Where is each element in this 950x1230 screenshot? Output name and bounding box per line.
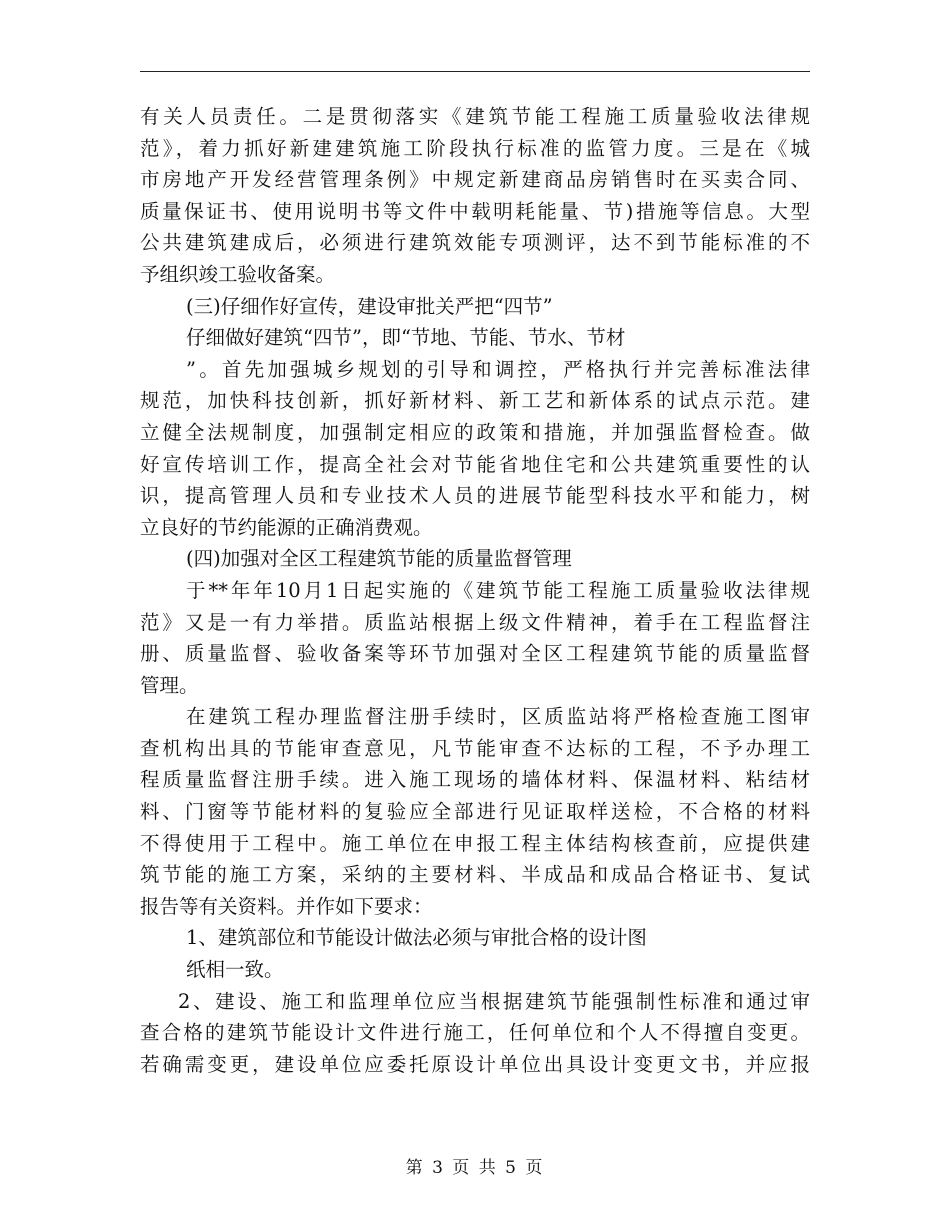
text-line: 公共建筑建成后，必须进行建筑效能专项测评，达不到节能标准的不: [140, 231, 810, 255]
text-line: 不得使用于工程中。施工单位在申报工程主体结构核查前，应提供建: [140, 831, 810, 855]
text-line: 予组织竣工验收备案。: [140, 262, 336, 286]
header-rule: [140, 71, 810, 72]
text-line: 料、门窗等节能材料的复验应全部进行见证取样送检，不合格的材料: [140, 800, 810, 824]
text-line: 质量保证书、使用说明书等文件中载明耗能量、节)措施等信息。大型: [140, 199, 810, 223]
page-number-footer: 第 3 页 共 5 页: [405, 1158, 545, 1178]
text-line: 立健全法规制度，加强制定相应的政策和措施，并加强监督检查。做: [140, 420, 810, 444]
text-line: 若确需变更，建设单位应委托原设计单位出具设计变更文书，并应报: [140, 1052, 810, 1076]
text-line: 管理。: [140, 673, 199, 697]
text-line: 好宣传培训工作，提高全社会对节能省地住宅和公共建筑重要性的认: [140, 452, 810, 476]
text-line: 仔细做好建筑“四节”，即“节地、节能、节水、节材: [186, 326, 626, 350]
document-body: [140, 101, 810, 1080]
text-line: 筑节能的施工方案，采纳的主要材料、半成品和成品合格证书、复试: [140, 863, 810, 887]
text-line: 报告等有关资料。并作如下要求：: [140, 894, 433, 918]
text-line: ”。首先加强城乡规划的引导和调控，严格执行并完善标准法律: [186, 357, 810, 381]
text-line: 纸相一致。: [186, 958, 284, 982]
text-line: 有关人员责任。二是贯彻落实《建筑节能工程施工质量验收法律规: [140, 105, 810, 128]
text-line: 范》又是一有力举措。质监站根据上级文件精神，着手在工程监督注: [140, 610, 810, 634]
text-line: 在建筑工程办理监督注册手续时，区质监站将严格检查施工图审: [186, 705, 810, 729]
text-line: 册、质量监督、验收备案等环节加强对全区工程建筑节能的质量监督: [140, 642, 810, 666]
text-line: 程质量监督注册手续。进入施工现场的墙体材料、保温材料、粘结材: [140, 768, 810, 792]
text-line: (四)加强对全区工程建筑节能的质量监督管理: [186, 547, 572, 571]
text-line: 2、建设、施工和监理单位应当根据建筑节能强制性标准和通过审: [178, 989, 810, 1013]
text-line: 识，提高管理人员和专业技术人员的进展节能型科技水平和能力，树: [140, 484, 810, 508]
text-line: 查机构出具的节能审查意见，凡节能审查不达标的工程，不予办理工: [140, 736, 810, 760]
text-line: 市房地产开发经营管理条例》中规定新建商品房销售时在买卖合同、: [140, 168, 810, 192]
text-line: 立良好的节约能源的正确消费观。: [140, 515, 433, 539]
text-line: 于**年年10月1日起实施的《建筑节能工程施工质量验收法律规: [186, 578, 810, 602]
text-line: 规范，加快科技创新，抓好新材料、新工艺和新体系的试点示范。建: [140, 389, 810, 413]
text-line: (三)仔细作好宣传，建设审批关严把“四节”: [186, 294, 553, 318]
text-line: 范》，着力抓好新建建筑施工阶段执行标准的监管力度。三是在《城: [140, 136, 810, 160]
text-line: 查合格的建筑节能设计文件进行施工，任何单位和个人不得擅自变更。: [140, 1021, 810, 1045]
text-line: 1、建筑部位和节能设计做法必须与审批合格的设计图: [186, 926, 647, 950]
